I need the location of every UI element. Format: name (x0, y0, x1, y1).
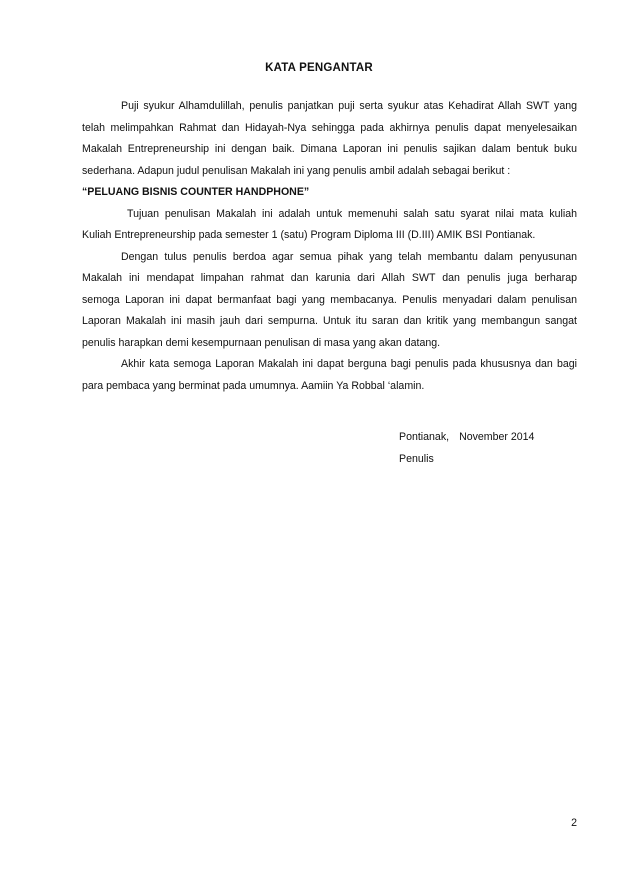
paragraph-2-line-2: Kuliah Entrepreneurship pada semester 1 (satu) Program Diploma III (D.III) AMIK BSI Pontianak. (82, 229, 536, 241)
paragraph-3-line-1: Dengan tulus penulis berdoa agar semua pihak yang telah membantu dalam penyusunan (121, 250, 577, 263)
paragraph-3-line-3: semoga Laporan ini dapat bermanfaat bagi yang membacanya. Penulis menyadari dalam penulisan (82, 293, 577, 306)
paper-title: “PELUANG BISNIS COUNTER HANDPHONE” (82, 186, 310, 198)
paragraph-4-line-2: para pembaca yang berminat pada umumnya. Aamiin Ya Robbal ‘alamin. (82, 379, 425, 392)
paragraph-3-line-2: Makalah ini mendapat limpahan rahmat dan karunia dari Allah SWT dan penulis juga berharap (82, 272, 577, 284)
paragraph-2-line-1: Tujuan penulisan Makalah ini adalah untuk memenuhi salah satu syarat nilai mata kuliah (127, 207, 577, 220)
signature-block (399, 427, 534, 470)
paragraph-1-line-2: telah melimpahkan Rahmat dan Hidayah-Nya sehingga pada akhirnya penulis dapat menyelesaikan (82, 121, 577, 134)
signature-place: Pontianak, (399, 431, 450, 443)
preface-body (82, 96, 577, 397)
signature-date: November 2014 (459, 431, 535, 443)
page-title: KATA PENGANTAR (265, 62, 373, 74)
paragraph-1-line-3: Makalah Entrepreneurship ini dengan baik. Dimana Laporan ini penulis sajikan dalam bentuk buku (82, 143, 577, 155)
paragraph-1-line-1: Puji syukur Alhamdulillah, penulis panjatkan puji serta syukur atas Kehadirat Allah SWT yang (121, 100, 577, 112)
paragraph-1-line-4: sederhana. Adapun judul penulisan Makalah ini yang penulis ambil adalah sebagai berikut : (82, 164, 511, 177)
paragraph-3-line-4: Laporan Makalah ini masih jauh dari sempurna. Untuk itu saran dan kritik yang membangun sangat (82, 315, 577, 327)
signature-place-date (399, 427, 534, 449)
page-number: 2 (571, 817, 577, 829)
paragraph-3-line-5: penulis harapkan demi kesempurnaan penulisan di masa yang akan datang. (82, 336, 441, 349)
paragraph-4-line-1: Akhir kata semoga Laporan Makalah ini dapat berguna bagi penulis pada khususnya dan bagi (121, 358, 577, 370)
signature-author: Penulis (399, 452, 434, 465)
